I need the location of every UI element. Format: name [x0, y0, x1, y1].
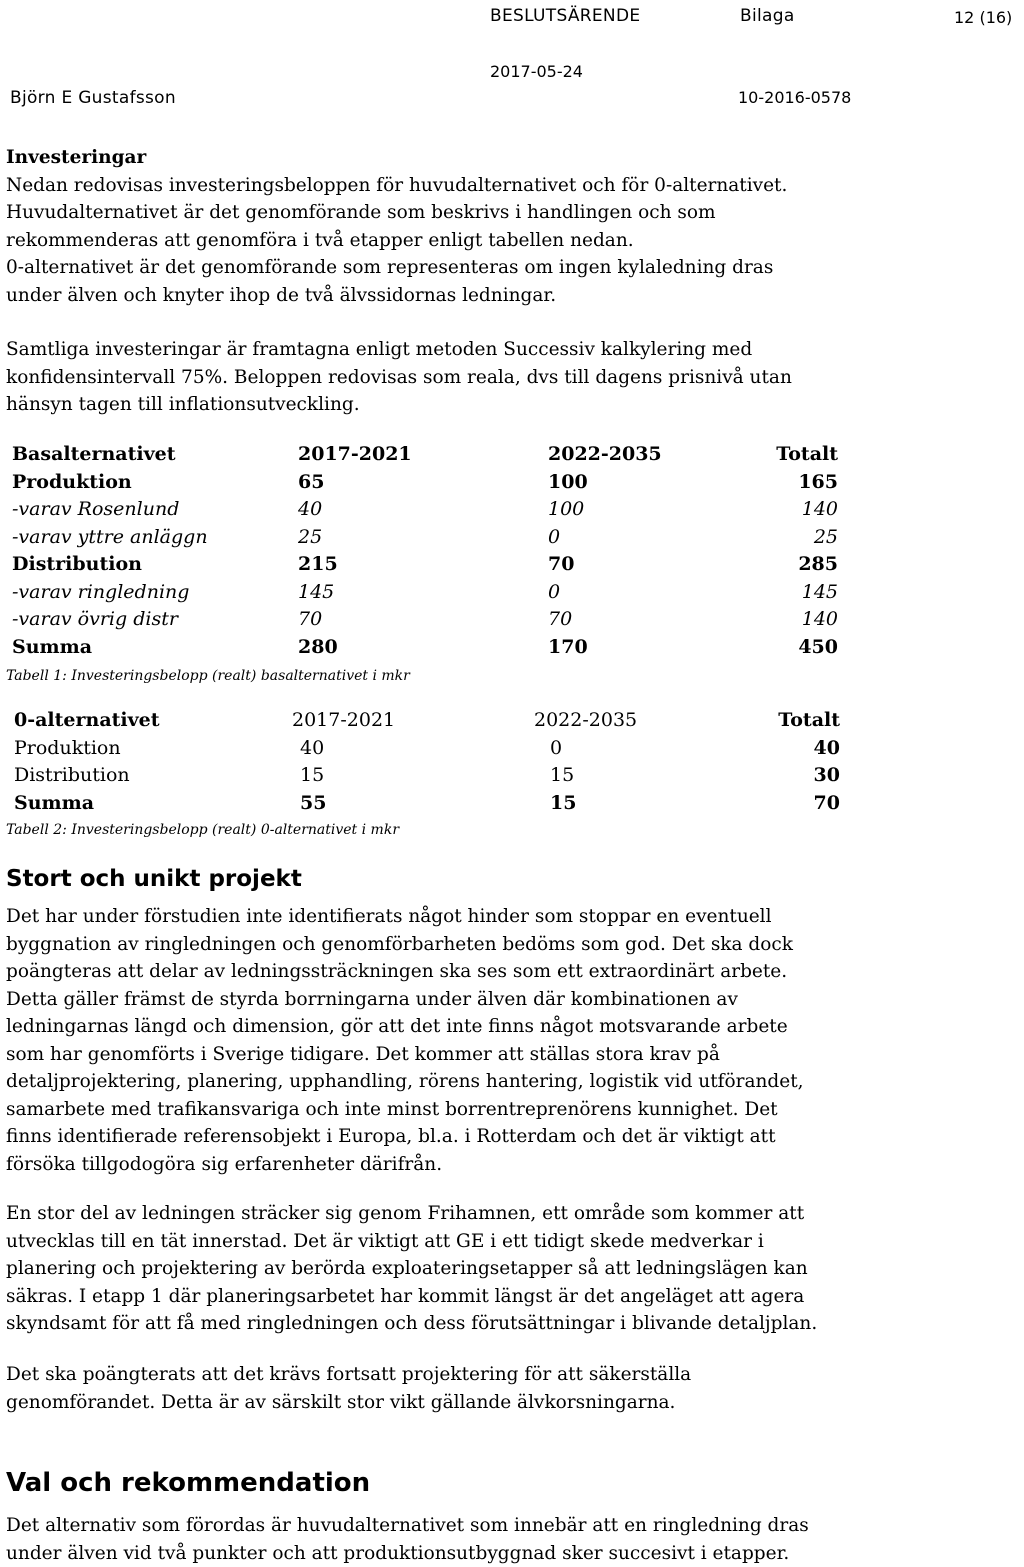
reference-number: 10-2016-0578 [738, 88, 852, 107]
table-cell: 140 [801, 498, 838, 520]
table-cell: 170 [548, 635, 588, 658]
author-name: Björn E Gustafsson [10, 88, 176, 108]
table-2-caption: Tabell 2: Investeringsbelopp (realt) 0-alternativet i mkr [6, 822, 400, 838]
table-cell: 450 [798, 635, 838, 658]
investments-paragraph-1: Nedan redovisas investeringsbeloppen för huvudalternativet och för 0-alternativet. Huvudalternativet är det genomförande som beskrivs i handlingen och som rekommenderas att genomföra i två etapper enligt tabellen nedan. 0-alternativet är det genomförande som representeras om ingen kylaledning dras under älven och knyter ihop de två älvssidornas ledningar. [6, 174, 788, 306]
table-cell: Summa [12, 635, 93, 658]
table-cell: 25 [298, 525, 323, 548]
investment-table-zero [14, 707, 840, 817]
table-header-row [14, 707, 840, 735]
project-paragraph-3: Det ska poängterats att det krävs fortsatt projektering för att säkerställa genomförandet. Detta är av särskilt stor vikt gällande älvkorsningarna. [6, 1364, 692, 1413]
table-cell: 145 [298, 580, 335, 603]
table-row [14, 762, 840, 790]
table-cell: 40 [298, 498, 323, 520]
table-cell: Summa [14, 791, 95, 814]
table-header-cell: Totalt [776, 443, 838, 465]
table-row [14, 735, 840, 763]
table-cell: 55 [300, 791, 327, 814]
table-header-cell: 0-alternativet [14, 709, 160, 731]
table-cell: 70 [298, 608, 323, 630]
table-row [12, 606, 838, 634]
table-cell: -varav ringledning [12, 580, 190, 603]
project-heading: Stort och unikt projekt [6, 866, 302, 892]
table-1-caption: Tabell 1: Investeringsbelopp (realt) basalternativet i mkr [6, 668, 410, 684]
table-cell: Distribution [14, 764, 130, 786]
table-cell: Produktion [14, 736, 121, 759]
table-cell: -varav yttre anläggn [12, 525, 208, 548]
table-cell: 65 [298, 470, 325, 493]
table-header-row [12, 441, 838, 469]
table-cell: 15 [300, 764, 325, 786]
table-cell: 0 [548, 580, 561, 603]
table-cell: 0 [550, 736, 563, 759]
table-cell: 70 [548, 608, 573, 630]
table-row [12, 524, 838, 552]
document-type: BESLUTSÄRENDE [490, 6, 641, 26]
table-row [14, 790, 840, 818]
table-row [12, 579, 838, 607]
table-cell: 165 [798, 470, 838, 493]
document-date: 2017-05-24 [490, 62, 583, 81]
table-row [12, 634, 838, 662]
table-header-cell: Basalternativet [12, 443, 176, 465]
table-cell: 40 [813, 736, 840, 759]
table-row [12, 551, 838, 579]
table-cell: 280 [298, 635, 338, 658]
table-cell: 145 [801, 580, 838, 603]
table-header-cell: 2017-2021 [298, 443, 412, 465]
table-cell: 100 [548, 498, 585, 520]
investments-paragraph-2: Samtliga investeringar är framtagna enligt metoden Successiv kalkylering med konfidensintervall 75%. Beloppen redovisas som reala, dvs till dagens prisnivå utan hänsyn tagen till inflationsutveckling. [6, 339, 792, 415]
recommendation-heading: Val och rekommendation [6, 1468, 371, 1498]
table-cell: 70 [548, 553, 575, 575]
table-cell: Distribution [12, 553, 142, 575]
project-paragraph-1: Det har under förstudien inte identifierats något hinder som stoppar en eventuell byggnation av ringledningen och genomförbarheten bedöms som god. Det ska dock poängteras att delar av ledningssträckningen ska ses som ett extraordinärt arbete. Detta gäller främst de styrda borrningarna under älven där kombinationen av ledningarnas längd och dimension, gör att det inte finns något motsvarande arbete som har genomförts i Sverige tidigare. Det kommer att ställas stora krav på detaljprojektering, planering, upphandling, rörens hantering, logistik vid utförandet, samarbete med trafikansvariga och inte minst borrentreprenörens kunnighet. Det finns identifierade referensobjekt i Europa, bl.a. i Rotterdam och det är viktigt att försöka tillgodogöra sig erfarenheter därifrån. [6, 906, 804, 1175]
investments-heading: Investeringar [6, 147, 147, 168]
table-cell: 15 [550, 791, 577, 814]
table-header-cell: 2017-2021 [292, 709, 396, 731]
table-cell: 30 [813, 764, 840, 786]
table-cell: 285 [798, 553, 838, 575]
project-paragraph-2: En stor del av ledningen sträcker sig genom Frihamnen, ett område som kommer att utvecklas till en tät innerstad. Det är viktigt att GE i ett tidigt skede medverkar i planering och projektering av berörda exploateringsetapper så att ledningslägen kan säkras. I etapp 1 där planeringsarbetet har kommit längst är det angeläget att agera skyndsamt för att få med ringledningen och dess förutsättningar i blivande detaljplan. [6, 1203, 818, 1334]
table-cell: 15 [550, 764, 575, 786]
table-row [12, 496, 838, 524]
table-cell: 40 [300, 736, 325, 759]
page-number: 12 (16) [954, 8, 1013, 27]
table-cell: Produktion [12, 470, 132, 493]
table-cell: 25 [813, 525, 838, 548]
table-cell: 215 [298, 553, 338, 575]
attachment-label: Bilaga [740, 6, 795, 26]
table-header-cell: Totalt [778, 709, 840, 731]
table-cell: 140 [801, 608, 838, 630]
table-cell: 0 [548, 525, 561, 548]
table-header-cell: 2022-2035 [534, 709, 638, 731]
table-cell: 70 [813, 791, 840, 814]
table-row [12, 469, 838, 497]
investment-table-base [12, 441, 838, 661]
table-cell: -varav Rosenlund [12, 498, 180, 520]
recommendation-paragraph-1: Det alternativ som förordas är huvudalternativet som innebär att en ringledning dras under älven vid två punkter och att produktionsutbyggnad sker succesivt i etapper. [6, 1515, 809, 1564]
table-header-cell: 2022-2035 [548, 443, 662, 465]
table-cell: -varav övrig distr [12, 608, 178, 630]
investments-section [6, 144, 1006, 419]
table-cell: 100 [548, 470, 588, 493]
